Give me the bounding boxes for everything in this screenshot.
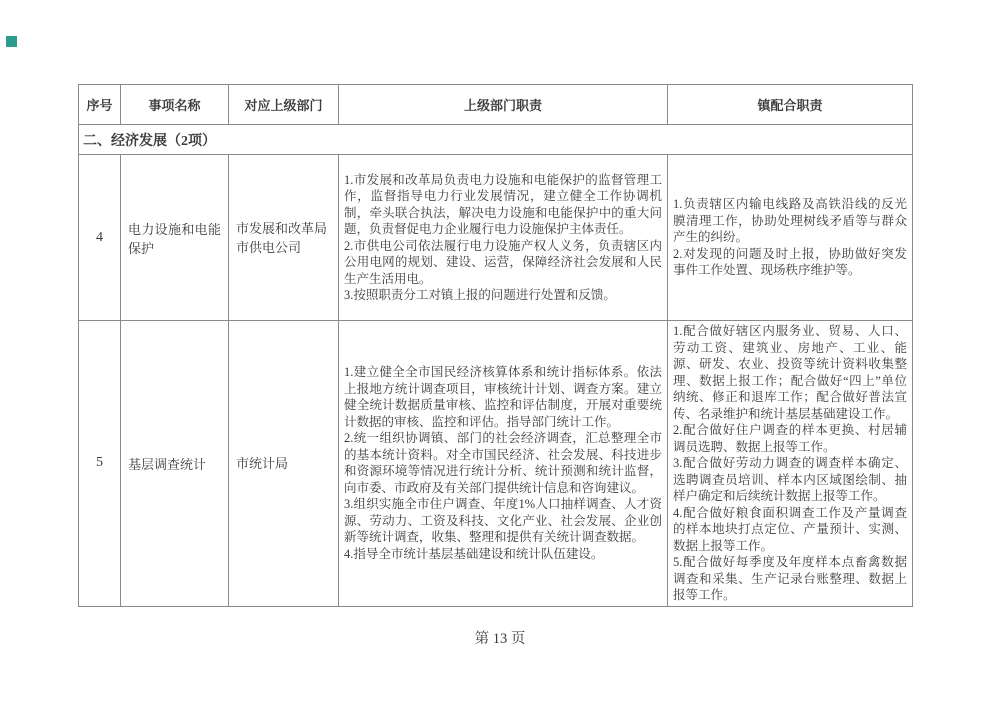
table-header-row — [79, 85, 913, 125]
duties-table — [78, 84, 913, 607]
page-footer: 第 13 页 — [474, 631, 526, 647]
duty-item: 1.负责辖区内输电线路及高铁沿线的反光膜清理工作，协助处理树线矛盾等与群众产生的纠纷。 — [673, 197, 907, 245]
duty-item: 3.配合做好劳动力调查的调查样本确定、选聘调查员培训、样本内区域图绘制、抽样户确定和后续统计数据上报等工作。 — [673, 456, 907, 503]
cell-item-name: 电力设施和电能保护 — [121, 155, 229, 321]
cell-town-duties — [668, 155, 913, 321]
department-line: 市发展和改革局 — [236, 220, 328, 236]
header-serial-number: 序号 — [79, 85, 121, 125]
cell-serial-number: 5 — [79, 321, 121, 607]
duty-item: 1.建立健全全市国民经济核算体系和统计指标体系。依法上报地方统计调查项目，审核统计计划、调查方案。建立健全统计数据质量审核、监控和评估制度，开展对重要统计数据的审核、监控和评估。指导部门统计工作。 — [344, 365, 662, 429]
duty-item: 3.组织实施全市住户调查、年度1%人口抽样调查、人才资源、劳动力、工资及科技、文化产业、社会发展、企业创新等统计调查，收集、整理和提供有关统计调查数据。 — [344, 497, 662, 545]
header-superior-duties: 上级部门职责 — [339, 85, 668, 125]
duty-item: 1.市发展和改革局负责电力设施和电能保护的监督管理工作，监督指导电力行业发展情况，建立健全工作协调机制，牵头联合执法，解决电力设施和电能保护中的重大问题，负责督促电力企业履行电力设施保护主体责任。 — [344, 172, 662, 236]
cell-superior-duties — [339, 321, 668, 607]
section-row — [79, 125, 913, 155]
department-line: 市统计局 — [236, 455, 289, 471]
table-row — [79, 155, 913, 321]
page-corner-marker — [6, 36, 17, 47]
duty-item: 5.配合做好每季度及年度样本点畜禽数据调查和采集、生产记录台账整理、数据上报等工作。 — [673, 555, 907, 602]
header-town-duties: 镇配合职责 — [668, 85, 913, 125]
duty-item: 2.统一组织协调镇、部门的社会经济调查，汇总整理全市的基本统计资料。对全市国民经济、社会发展、科技进步和资源环境等情况进行统计分析、统计预测和统计监督，向市委、市政府及有关部门提供统计信息和咨询建议。 — [344, 431, 662, 495]
duty-item: 4.指导全市统计基层基础建设和统计队伍建设。 — [344, 546, 604, 561]
cell-superior-department — [229, 155, 339, 321]
table-row — [79, 321, 913, 607]
duty-item: 3.按照职责分工对镇上报的问题进行处置和反馈。 — [344, 288, 616, 302]
cell-serial-number: 4 — [79, 155, 121, 321]
duty-item: 2.对发现的问题及时上报，协助做好突发事件工作处置、现场秩序维护等。 — [673, 246, 907, 278]
cell-superior-department — [229, 321, 339, 607]
duty-item: 4.配合做好粮食面积调查工作及产量调查的样本地块打点定位、产量预计、实测、数据上报等工作。 — [673, 505, 907, 553]
cell-superior-duties — [339, 155, 668, 321]
cell-town-duties — [668, 321, 913, 607]
duty-item: 2.配合做好住户调查的样本更换、村居辅调员选聘、数据上报等工作。 — [673, 423, 907, 454]
department-line: 市供电公司 — [236, 239, 302, 255]
section-title: 二、经济发展（2项） — [79, 125, 913, 155]
duty-item: 1.配合做好辖区内服务业、贸易、人口、劳动工资、建筑业、房地产、工业、能源、研发、农业、投资等统计资料收集整理、数据上报工作；配合做好“四上”单位纳统、修正和退库工作；配合做好普法宣传、名录维护和统计基层基础建设工作。 — [673, 324, 907, 421]
header-item-name: 事项名称 — [121, 85, 229, 125]
header-superior-department: 对应上级部门 — [229, 85, 339, 125]
cell-item-name: 基层调查统计 — [121, 321, 229, 607]
duty-item: 2.市供电公司依法履行电力设施产权人义务，负责辖区内公用电网的规划、建设、运营，保障经济社会发展和人民生产生活用电。 — [344, 238, 662, 286]
